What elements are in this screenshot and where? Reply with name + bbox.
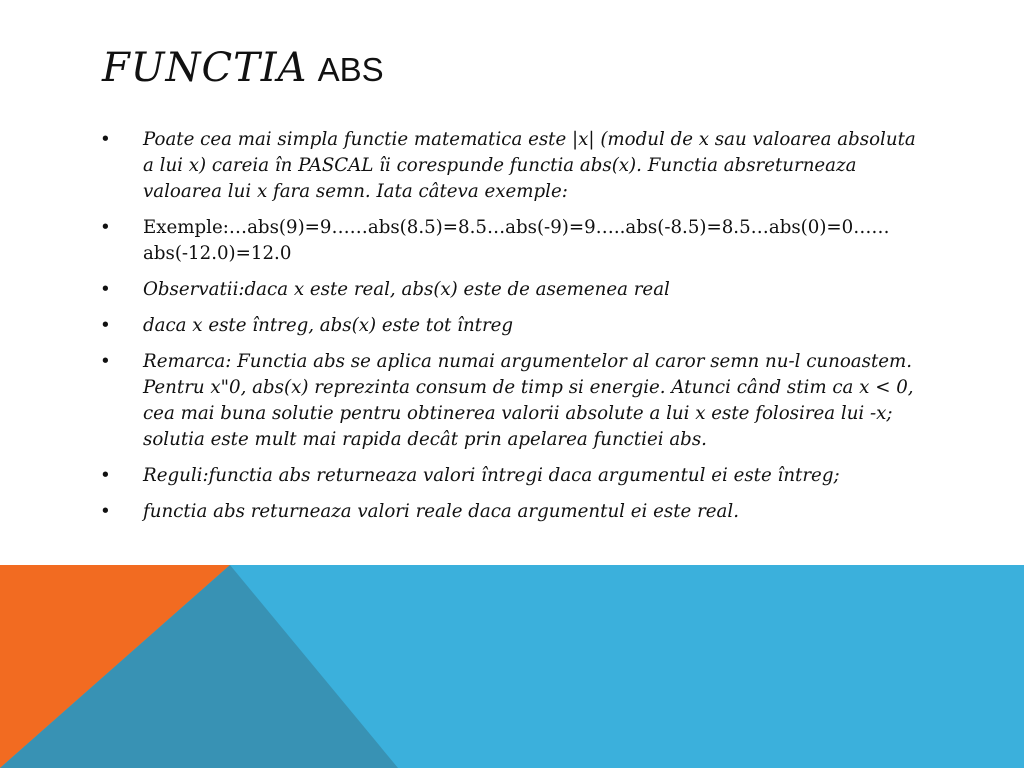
bullet-item-observatii	[100, 277, 930, 303]
bullet-item-remarca	[100, 349, 930, 453]
bullet-item-reguli	[100, 463, 930, 489]
bullet-text: Observatii:daca x este real, abs(x) este de asemenea real	[143, 279, 670, 300]
bullet-dot: •	[100, 279, 111, 300]
bullet-text: Remarca: Functia abs se aplica numai argumentelor al caror semn nu-l cunoastem. Pentru x"0, abs(x) reprezinta consum de timp si energie. Atunci când stim ca x < 0, cea mai buna solutie pentru obtinerea valorii absolute a lui x este folosirea lui -x; solutia este mult mai rapida decât prin apelarea functiei abs.	[143, 351, 914, 450]
bullet-dot: •	[100, 501, 111, 522]
bullet-item-reale	[100, 499, 930, 525]
bullet-item-intreg	[100, 313, 930, 339]
bullet-text: Exemple:…abs(9)=9……abs(8.5)=8.5…abs(-9)=9…..abs(-8.5)=8.5…abs(0)=0……abs(-12.0)=12.0	[143, 217, 890, 264]
bullet-list	[100, 127, 930, 535]
bullet-dot: •	[100, 351, 111, 372]
slide-title	[102, 45, 384, 91]
bullet-dot: •	[100, 315, 111, 336]
title-word-abs: ABS	[317, 51, 384, 88]
bullet-text: Poate cea mai simpla functie matematica este |x| (modul de x sau valoarea absoluta a lui x) careia în PASCAL îi corespunde functia abs(x). Functia absreturneaza valoarea lui x fara semn. Iata câteva exemple:	[143, 129, 916, 202]
decorative-footer-band	[0, 565, 1024, 768]
bullet-dot: •	[100, 129, 111, 150]
bullet-text: daca x este întreg, abs(x) este tot întreg	[143, 315, 514, 336]
bullet-item-examples	[100, 215, 930, 267]
bullet-text: functia abs returneaza valori reale daca argumentul ei este real.	[143, 501, 739, 522]
title-word-functia: FUNCTIA	[102, 45, 308, 91]
bullet-item-intro	[100, 127, 930, 205]
bullet-dot: •	[100, 217, 111, 238]
bullet-dot: •	[100, 465, 111, 486]
bullet-text: Reguli:functia abs returneaza valori întregi daca argumentul ei este întreg;	[143, 465, 840, 486]
